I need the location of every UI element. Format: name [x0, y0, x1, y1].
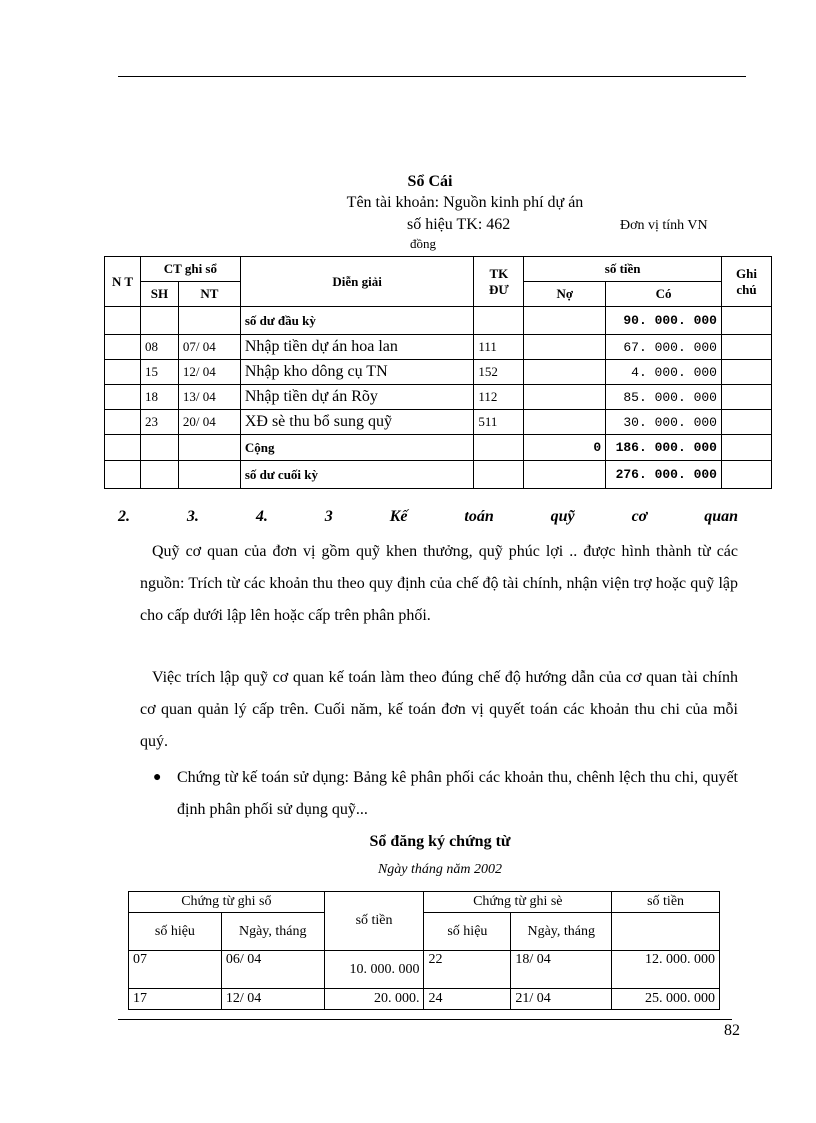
ledger-title: Sổ Cái	[407, 173, 453, 190]
table-row	[129, 951, 720, 989]
section-word-2: toán	[464, 508, 494, 525]
row-so-tien-2: 12. 000. 000	[612, 951, 720, 989]
total-label: Cộng	[240, 435, 474, 461]
row-debit	[524, 335, 606, 360]
row-nt: 13/ 04	[178, 385, 240, 410]
header-sh: SH	[140, 282, 178, 307]
register-table	[128, 891, 720, 1010]
unit-label-cont: đồng	[410, 236, 436, 251]
account-name: Tên tài khoản: Nguồn kinh phí dự án	[346, 194, 584, 211]
header-debit: Nợ	[524, 282, 606, 307]
header-so-tien-2: số tiền	[612, 892, 720, 913]
section-word-3: quỹ	[550, 508, 575, 525]
row-ngay: 06/ 04	[221, 951, 324, 989]
row-sh: 18	[140, 385, 178, 410]
row-description: Nhập kho dông cụ TN	[240, 360, 474, 385]
row-so-tien: 20. 000.	[324, 989, 424, 1010]
row-ngay: 12/ 04	[221, 989, 324, 1010]
header-credit: Có	[606, 282, 722, 307]
header-nt: N T	[105, 257, 141, 307]
header-nt-sub: NT	[178, 282, 240, 307]
row-sh: 23	[140, 410, 178, 435]
row-description: Nhập tiền dự án hoa lan	[240, 335, 474, 360]
row-credit: 30. 000. 000	[606, 410, 722, 435]
row-sh: 15	[140, 360, 178, 385]
row-credit: 67. 000. 000	[606, 335, 722, 360]
row-tk: 112	[474, 385, 524, 410]
table-row	[105, 410, 772, 435]
closing-balance-label: số dư cuối kỳ	[240, 461, 474, 489]
header-description: Diễn giải	[240, 257, 474, 307]
table-row	[129, 989, 720, 1010]
header-rule	[118, 76, 746, 77]
row-tk: 152	[474, 360, 524, 385]
header-so-tien: số tiền	[324, 892, 424, 951]
total-credit: 186. 000. 000	[606, 435, 722, 461]
section-num-1: 2.	[118, 508, 130, 525]
opening-balance-label: số dư đầu kỳ	[240, 307, 474, 335]
row-so-hieu: 17	[129, 989, 222, 1010]
row-credit: 4. 000. 000	[606, 360, 722, 385]
header-ct-ghi-se: Chứng từ ghi sè	[424, 892, 612, 913]
total-debit: 0	[524, 435, 606, 461]
bullet-text: Chứng từ kế toán sử dụng: Bảng kê phân phối các khoản thu, chênh lệch thu chi, quyết định phân phối sử dụng quỹ...	[177, 769, 738, 818]
row-so-tien: 10. 000. 000	[324, 951, 424, 989]
bullet-item	[153, 762, 738, 826]
row-tk: 111	[474, 335, 524, 360]
section-heading	[118, 508, 738, 526]
row-credit: 85. 000. 000	[606, 385, 722, 410]
row-sh: 08	[140, 335, 178, 360]
section-word-1: Kế	[389, 508, 408, 525]
row-ngay-2: 21/ 04	[511, 989, 612, 1010]
header-ct-ghi-so: CT ghi sổ	[140, 257, 240, 282]
paragraph-1: Quỹ cơ quan của đơn vị gồm quỹ khen thưởng, quỹ phúc lợi .. được hình thành từ các nguồn: Trích từ các khoản thu theo quy định của chế độ tài chính, nhận viện trợ hoặc quỹ lập cho cấp dưới lập lên hoặc cấp trên phân phối.	[140, 543, 738, 624]
section-num-2: 3.	[186, 508, 199, 525]
header-ct-ghi-so: Chứng từ ghi sổ	[129, 892, 325, 913]
row-so-hieu-2: 22	[424, 951, 511, 989]
table-row	[105, 335, 772, 360]
account-number: số hiệu TK: 462	[407, 216, 511, 233]
unit-label: Đơn vị tính VN	[620, 218, 708, 233]
row-debit	[524, 385, 606, 410]
header-amount: số tiền	[524, 257, 722, 282]
bullet-icon: ●	[153, 770, 162, 785]
row-debit	[524, 410, 606, 435]
opening-balance-value: 90. 000. 000	[606, 307, 722, 335]
row-so-hieu-2: 24	[424, 989, 511, 1010]
row-description: XĐ sè thu bổ sung quỹ	[240, 410, 474, 435]
row-nt: 20/ 04	[178, 410, 240, 435]
section-num-3: 4.	[255, 508, 268, 525]
section-word-4: cơ	[631, 508, 648, 525]
ledger-table	[104, 256, 772, 489]
row-nt: 07/ 04	[178, 335, 240, 360]
register-title: Sổ đăng ký chứng từ	[369, 833, 511, 850]
section-num-4: 3	[324, 508, 333, 525]
row-ngay-2: 18/ 04	[511, 951, 612, 989]
header-tk: TK ĐƯ	[474, 257, 524, 307]
row-tk: 511	[474, 410, 524, 435]
footer-rule	[118, 1019, 732, 1020]
header-note: Ghi chú	[721, 257, 771, 307]
page-number: 82	[724, 1022, 740, 1039]
row-debit	[524, 360, 606, 385]
header-so-hieu-2: số hiệu	[424, 913, 511, 951]
row-so-tien-2: 25. 000. 000	[612, 989, 720, 1010]
header-so-hieu: số hiệu	[129, 913, 222, 951]
row-so-hieu: 07	[129, 951, 222, 989]
table-row	[105, 360, 772, 385]
closing-balance-value: 276. 000. 000	[606, 461, 722, 489]
section-word-5: quan	[704, 508, 738, 525]
register-date: Ngày tháng năm 2002	[377, 862, 503, 877]
header-ngay-thang-2: Ngày, tháng	[511, 913, 612, 951]
row-description: Nhập tiền dự án Rõy	[240, 385, 474, 410]
row-nt: 12/ 04	[178, 360, 240, 385]
paragraph-2: Việc trích lập quỹ cơ quan kế toán làm theo đúng chế độ hướng dẫn của cơ quan tài chính cơ quan quản lý cấp trên. Cuối năm, kế toán đơn vị quyết toán các khoản thu chi của mỗi quý.	[140, 669, 738, 750]
table-row	[105, 385, 772, 410]
header-ngay-thang: Ngày, tháng	[221, 913, 324, 951]
